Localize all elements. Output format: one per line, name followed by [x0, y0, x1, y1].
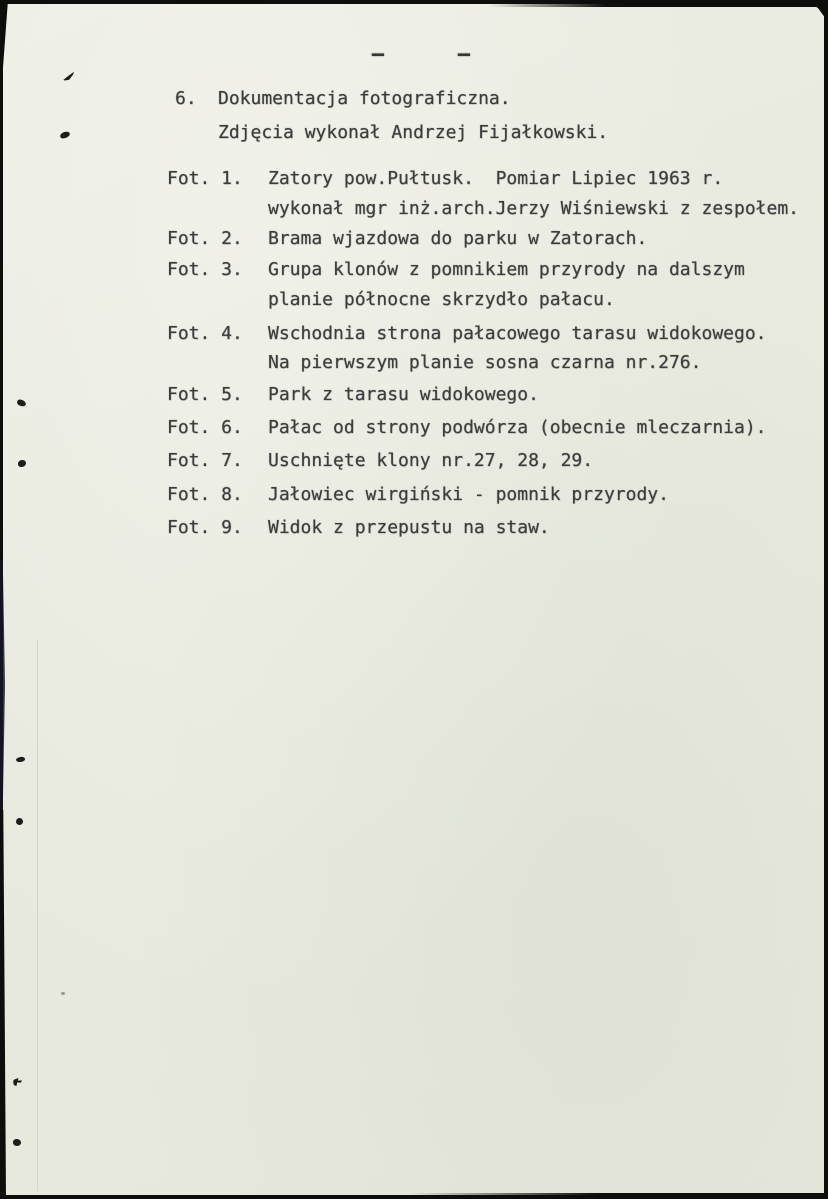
- entry-line: Na pierwszym planie sosna czarna nr.276.: [268, 352, 702, 373]
- ink-speck: [61, 992, 65, 995]
- entry-label: Fot. 9.: [167, 517, 243, 538]
- paper-crease: [37, 640, 38, 1191]
- entry-line: Jałowiec wirgiński - pomnik przyrody.: [268, 484, 669, 505]
- page-marker-dash: -: [366, 44, 390, 65]
- entry-line: Pałac od strony podwórza (obecnie mleczarnia).: [268, 417, 767, 438]
- entry-line: planie północne skrzydło pałacu.: [268, 289, 615, 310]
- ink-speck: [16, 818, 23, 825]
- entry-line: Uschnięte klony nr.27, 28, 29.: [268, 450, 594, 471]
- entry-label: Fot. 4.: [167, 323, 243, 344]
- entry-label: Fot. 6.: [167, 417, 243, 438]
- entry-line: Brama wjazdowa do parku w Zatorach.: [268, 228, 648, 249]
- page-marker-dash: -: [452, 44, 476, 65]
- entry-label: Fot. 7.: [167, 450, 243, 471]
- entry-line: Widok z przepustu na staw.: [268, 517, 550, 538]
- scan-edge-top-right: [488, 0, 828, 7]
- section-number: 6.: [175, 88, 197, 109]
- section-subtitle: Zdjęcia wykonał Andrzej Fijałkowski.: [218, 122, 609, 143]
- section-title: Dokumentacja fotograficzna.: [218, 88, 511, 109]
- scan-edge-bottom-right: [408, 1193, 828, 1199]
- entry-line: Grupa klonów z pomnikiem przyrody na dalszym: [268, 259, 745, 280]
- entry-label: Fot. 5.: [167, 384, 243, 405]
- entry-line: Zatory pow.Pułtusk. Pomiar Lipiec 1963 r.: [268, 168, 724, 189]
- entry-line: wykonał mgr inż.arch.Jerzy Wiśniewski z zespołem.: [268, 198, 800, 219]
- entry-label: Fot. 8.: [167, 484, 243, 505]
- scan-edge-right: [824, 0, 828, 1199]
- entry-line: Wschodnia strona pałacowego tarasu widokowego.: [268, 323, 767, 344]
- entry-label: Fot. 1.: [167, 168, 243, 189]
- ink-speck: [13, 1139, 21, 1146]
- entry-label: Fot. 3.: [167, 259, 243, 280]
- entry-line: Park z tarasu widokowego.: [268, 384, 539, 405]
- entry-label: Fot. 2.: [167, 228, 243, 249]
